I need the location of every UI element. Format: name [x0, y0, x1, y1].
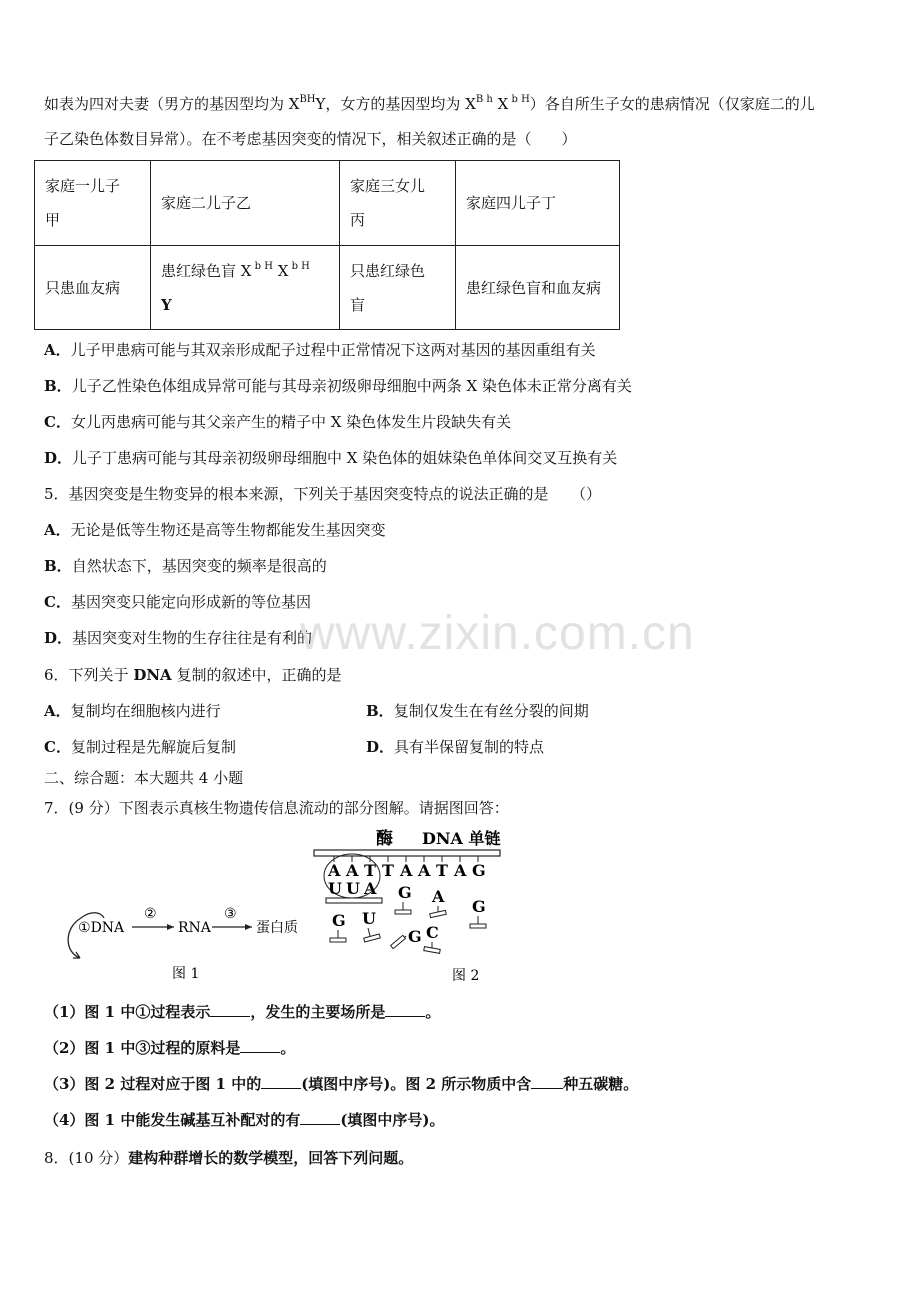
q4-option-c: C．女儿丙患病可能与其父亲产生的精子中 X 染色体发生片段缺失有关: [44, 413, 512, 431]
q8-stem: 8．(10 分）建构种群增长的数学模型，回答下列问题。: [44, 1149, 414, 1167]
q4-stem-line1: 如表为四对夫妻（男方的基因型均为 $X^{BH}Y$，女方的基因型均为 $X^{B h}$ X $^{b H}$）各自所生子女的患病情况（仅家庭二的儿: [44, 94, 815, 113]
paired-base-a: A: [364, 879, 377, 898]
table-header-family1: 家庭一儿子 甲: [35, 161, 151, 246]
q5-option-a: A．无论是低等生物还是高等生物都能发生基因突变: [44, 521, 386, 539]
table-cell-family3: 只患红绿色 盲: [340, 246, 456, 330]
fig1-step3: ③: [224, 906, 237, 922]
base-a: A: [400, 861, 413, 880]
q6-option-b: B．复制仅发生在有丝分裂的间期: [366, 702, 589, 720]
q6-option-d: D．具有半保留复制的特点: [366, 738, 545, 756]
q6-stem: 6．下列关于 DNA 复制的叙述中，正确的是: [44, 666, 342, 684]
section-heading: 二、综合题：本大题共 4 小题: [44, 769, 244, 787]
free-nucleotide-u: U: [362, 909, 376, 928]
q5-option-c: C．基因突变只能定向形成新的等位基因: [44, 593, 311, 611]
q6-option-c: C．复制过程是先解旋后复制: [44, 738, 236, 756]
answer-blank[interactable]: [300, 1110, 340, 1125]
base-a: A: [328, 861, 341, 880]
free-nucleotide-g: G: [408, 927, 422, 946]
table-header-family4: 家庭四儿子丁: [456, 161, 620, 246]
base-t: T: [364, 861, 376, 880]
paired-base-u: U: [346, 879, 360, 898]
base-g: G: [472, 861, 486, 880]
q6-option-a: A．复制均在细胞核内进行: [44, 702, 221, 720]
fig2-label: 图 2: [452, 968, 480, 984]
figure-2: [310, 824, 530, 990]
q5-option-d: D．基因突变对生物的生存往往是有利的: [44, 629, 313, 647]
answer-blank[interactable]: [531, 1074, 563, 1089]
q7-sub2: （2）图 1 中③过程的原料是 。: [44, 1039, 296, 1057]
base-t: T: [382, 861, 394, 880]
q7-sub1: （1）图 1 中①过程表示 ，发生的主要场所是 。: [44, 1003, 441, 1021]
base-a: A: [454, 861, 467, 880]
q4-table: [34, 160, 620, 330]
watermark: www.zixin.com.cn: [300, 607, 695, 660]
fig1-rna: RNA: [178, 920, 211, 936]
figure-1: [66, 890, 316, 990]
q4-stem-line2: 子乙染色体数目异常）。在不考虑基因突变的情况下，相关叙述正确的是（ ）: [44, 130, 577, 148]
fig1-step1: ①DNA: [78, 920, 125, 936]
rna-chain-segment: [326, 898, 382, 903]
fig1-label: 图 1: [172, 966, 200, 982]
free-nucleotide-g: G: [472, 897, 486, 916]
q7-stem: 7．(9 分）下图表示真核生物遗传信息流动的部分图解。请据图回答：: [44, 799, 509, 817]
fig1-protein: 蛋白质: [256, 920, 298, 936]
free-nucleotide-g: G: [398, 883, 412, 902]
answer-blank[interactable]: [261, 1074, 301, 1089]
q7-sub4: （4）图 1 中能发生碱基互补配对的有 (填图中序号)。: [44, 1111, 445, 1129]
paired-base-u: U: [328, 879, 342, 898]
q5-stem: 5．基因突变是生物变异的根本来源，下列关于基因突变特点的说法正确的是 （）: [44, 485, 602, 503]
answer-blank[interactable]: [240, 1038, 280, 1053]
table-header-family3: 家庭三女儿 丙: [340, 161, 456, 246]
q4-option-d: D．儿子丁患病可能与其母亲初级卵母细胞中 X 染色体的姐妹染色单体间交叉互换有关: [44, 449, 618, 467]
q4-option-a: A．儿子甲患病可能与其双亲形成配子过程中正常情况下这两对基因的基因重组有关: [44, 341, 596, 359]
enzyme-label: 酶: [376, 829, 393, 849]
answer-blank[interactable]: [210, 1002, 250, 1017]
table-header-family2: 家庭二儿子乙: [151, 161, 340, 246]
table-cell-family4: 患红绿色盲和血友病: [456, 246, 620, 330]
fig1-step2: ②: [144, 906, 157, 922]
answer-blank[interactable]: [385, 1002, 425, 1017]
free-nucleotide-g: G: [332, 911, 346, 930]
dna-strand-label: DNA 单链: [422, 829, 501, 848]
free-nucleotide-c: C: [426, 923, 439, 942]
base-a: A: [418, 861, 431, 880]
q7-sub3: （3）图 2 过程对应于图 1 中的 (填图中序号)。图 2 所示物质中含 种五碳糖。: [44, 1075, 639, 1093]
q4-option-b: B．儿子乙性染色体组成异常可能与其母亲初级卵母细胞中两条 X 染色体未正常分离有关: [44, 377, 632, 395]
base-a: A: [346, 861, 359, 880]
q5-option-b: B．自然状态下，基因突变的频率是很高的: [44, 557, 327, 575]
free-nucleotide-a: A: [432, 887, 445, 906]
table-cell-family2: 患红绿色盲 X $^{b H}$ X $^{b H}$ Y: [151, 246, 340, 330]
base-t: T: [436, 861, 448, 880]
table-cell-family1: 只患血友病: [35, 246, 151, 330]
